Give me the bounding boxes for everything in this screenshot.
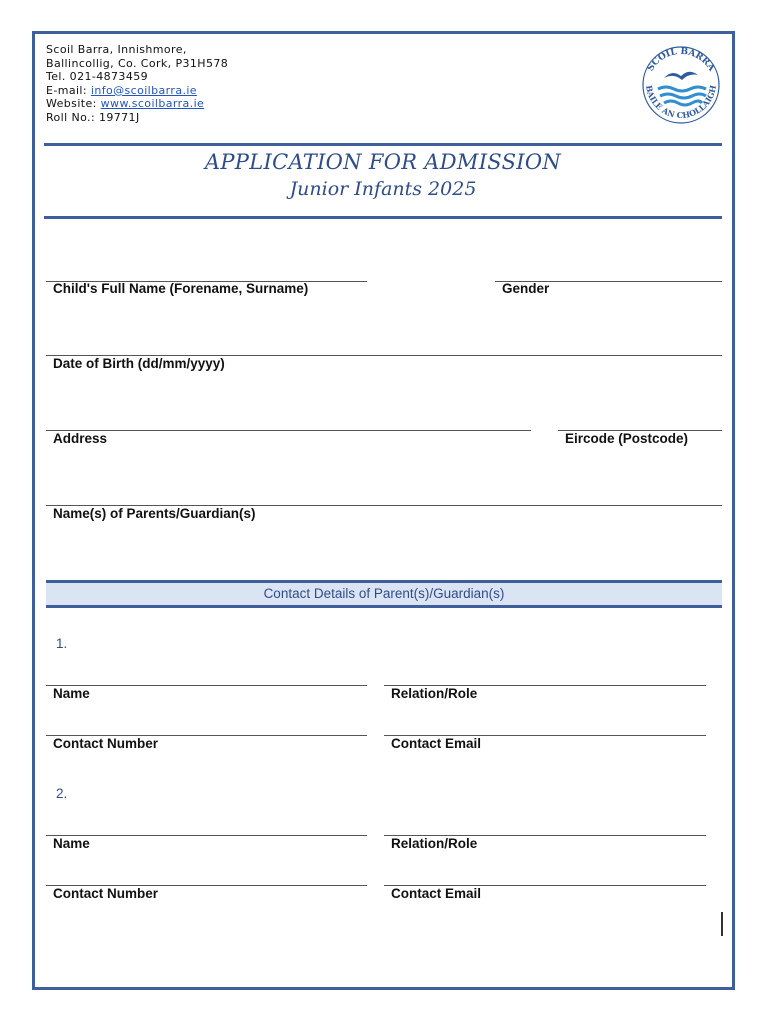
address-line-2: Ballincollig, Co. Cork, P31H578 — [46, 56, 229, 70]
contact-1-relation-label: Relation/Role — [391, 686, 478, 701]
contact-2-phone-label: Contact Number — [53, 886, 159, 901]
website-label: Website: — [46, 97, 101, 111]
address-line-1: Scoil Barra, Innishmore, — [46, 43, 187, 56]
roll-number: Roll No.: 19771J — [46, 110, 140, 124]
header-rule-top — [44, 143, 722, 146]
form-subtitle: Junior Infants 2025 — [289, 178, 477, 200]
header-rule-bottom — [44, 216, 722, 219]
school-logo — [636, 45, 726, 125]
address-field[interactable] — [46, 430, 531, 431]
contact-1-name-label: Name — [53, 686, 90, 701]
svg-text:SCOIL BARRA — [646, 47, 717, 74]
svg-text:BAILE AN CHOLLAIGH — [644, 84, 718, 120]
contact-2-name-field[interactable] — [46, 835, 367, 836]
address-label: Address — [53, 431, 108, 446]
gender-label: Gender — [502, 281, 550, 296]
contact-2-relation-label: Relation/Role — [391, 836, 478, 851]
email-row — [46, 84, 228, 98]
text-cursor — [721, 912, 723, 936]
contact-2-name-label: Name — [53, 836, 90, 851]
telephone: Tel. 021-4873459 — [46, 70, 149, 84]
contact-1-name-field[interactable] — [46, 685, 367, 686]
email-label: E-mail: — [46, 83, 91, 97]
child-name-label: Child's Full Name (Forename, Surname) — [53, 281, 309, 296]
contact-1-number: 1. — [56, 636, 68, 651]
dob-label: Date of Birth (dd/mm/yyyy) — [53, 356, 225, 371]
school-address-block — [46, 43, 228, 125]
contact-2-number: 2. — [56, 786, 68, 801]
website-row — [46, 97, 228, 111]
logo-bird-icon — [664, 72, 698, 80]
contact-details-heading: Contact Details of Parent(s)/Guardian(s) — [263, 586, 505, 601]
eircode-label: Eircode (Postcode) — [565, 431, 689, 446]
logo-text-top: SCOIL BARRA — [645, 46, 717, 74]
logo-text-bottom: BAILE AN CHOLLAIGH — [643, 84, 719, 121]
parents-label: Name(s) of Parents/Guardian(s) — [53, 506, 256, 521]
website-link[interactable]: www.scoilbarra.ie — [100, 97, 205, 111]
form-title: APPLICATION FOR ADMISSION — [204, 150, 562, 174]
contact-2-email-label: Contact Email — [391, 886, 482, 901]
email-link[interactable]: info@scoilbarra.ie — [90, 83, 197, 97]
contact-1-email-label: Contact Email — [391, 736, 482, 751]
contact-details-banner — [46, 580, 722, 608]
contact-1-phone-label: Contact Number — [53, 736, 159, 751]
